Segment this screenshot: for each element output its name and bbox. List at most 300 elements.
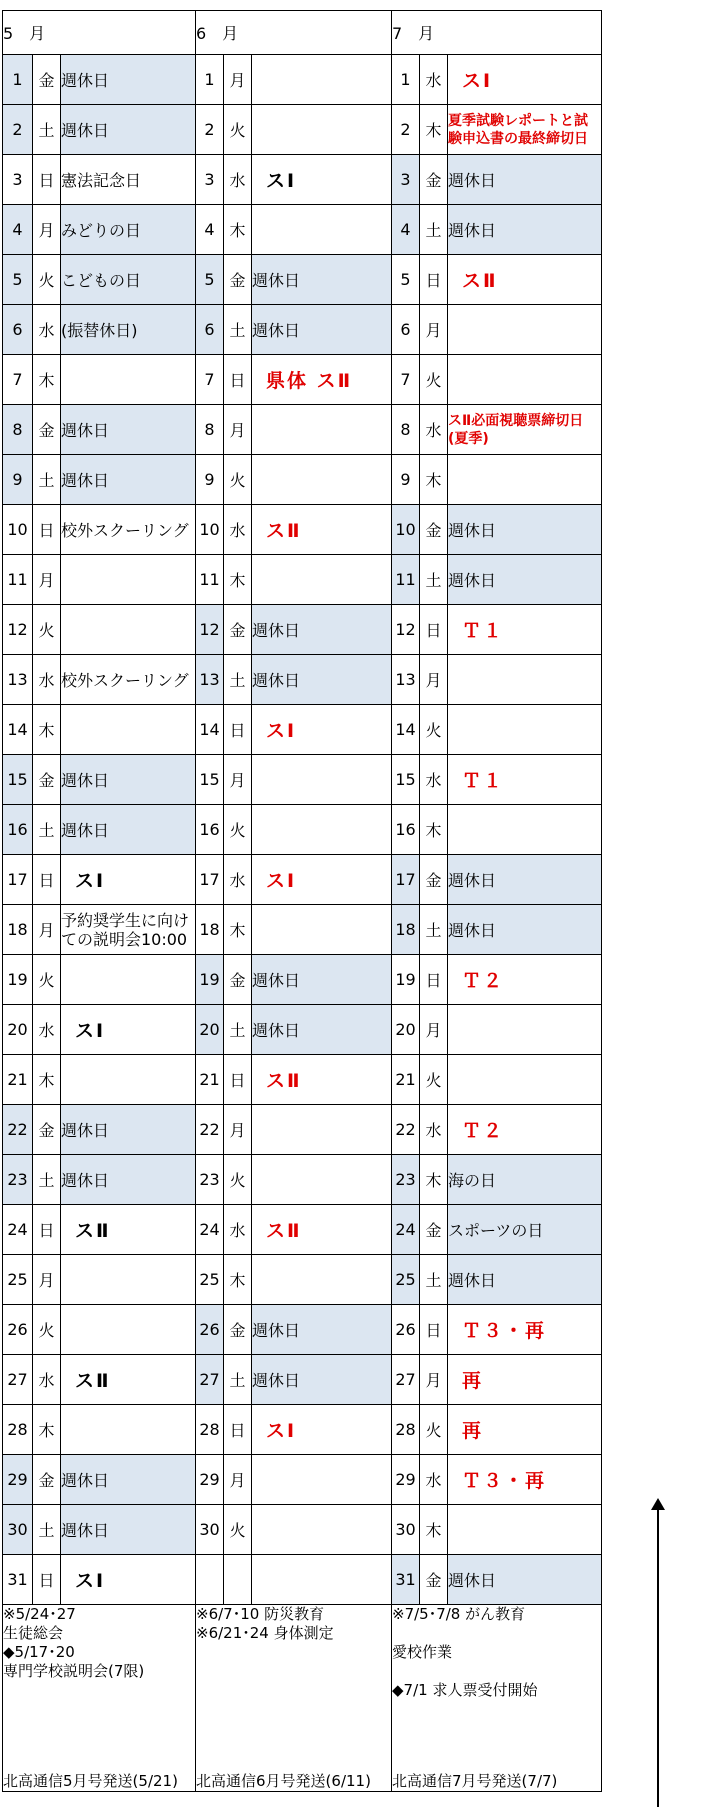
day-number: 6: [196, 305, 224, 355]
event-text: 海の日: [448, 1171, 497, 1190]
day-number: 10: [392, 505, 420, 555]
weekday: 土: [33, 1155, 61, 1205]
day-number: 13: [196, 655, 224, 705]
weekday: 火: [224, 805, 252, 855]
day-number: 23: [392, 1155, 420, 1205]
event-cell: [61, 605, 196, 655]
day-number: 27: [3, 1355, 33, 1405]
weekday: 木: [224, 205, 252, 255]
day-number: 25: [3, 1255, 33, 1305]
event-cell: [252, 355, 392, 405]
day-number: 2: [3, 105, 33, 155]
day-number: 26: [3, 1305, 33, 1355]
day-row: [3, 355, 602, 405]
event-text: スⅠ: [266, 870, 297, 892]
weekday: 月: [224, 55, 252, 105]
event-cell: [61, 1355, 196, 1405]
event-cell: [252, 1455, 392, 1505]
event-text: 週休日: [252, 971, 301, 990]
day-number: 17: [196, 855, 224, 905]
note-line: [196, 1662, 391, 1681]
event-cell: [252, 705, 392, 755]
weekday: 日: [224, 355, 252, 405]
day-number: 19: [196, 955, 224, 1005]
event-text: 週休日: [448, 221, 497, 240]
event-cell: [448, 1205, 602, 1255]
event-text: 週休日: [448, 921, 497, 940]
note-line: [3, 1681, 195, 1700]
event-cell: [252, 805, 392, 855]
event-cell: [448, 205, 602, 255]
event-text: スⅡ: [75, 1220, 111, 1242]
weekday: 日: [33, 855, 61, 905]
event-cell: [61, 1005, 196, 1055]
weekday: 火: [33, 255, 61, 305]
event-cell: [61, 1405, 196, 1455]
weekday: 金: [420, 1205, 448, 1255]
day-number: 4: [196, 205, 224, 255]
event-cell: [448, 1405, 602, 1455]
event-text: 県体 スⅡ: [266, 370, 353, 392]
weekday: 金: [224, 255, 252, 305]
event-cell: [61, 255, 196, 305]
weekday: 火: [33, 1305, 61, 1355]
weekday: 木: [420, 1155, 448, 1205]
day-number: 23: [3, 1155, 33, 1205]
event-cell: [252, 755, 392, 805]
event-cell: [61, 505, 196, 555]
day-row: [3, 305, 602, 355]
weekday: 日: [224, 1405, 252, 1455]
day-number: 26: [196, 1305, 224, 1355]
day-number: 4: [392, 205, 420, 255]
weekday: 水: [420, 1455, 448, 1505]
day-number: 17: [392, 855, 420, 905]
weekday: 火: [420, 1055, 448, 1105]
day-number: 14: [3, 705, 33, 755]
event-text: 週休日: [448, 871, 497, 890]
event-cell: [252, 1305, 392, 1355]
weekday: 土: [224, 655, 252, 705]
day-number: 28: [3, 1405, 33, 1455]
event-cell: [61, 1255, 196, 1305]
event-cell: [61, 1155, 196, 1205]
event-cell: [448, 455, 602, 505]
day-number: 13: [3, 655, 33, 705]
event-cell: [252, 205, 392, 255]
day-row: [3, 1405, 602, 1455]
event-cell: [61, 1055, 196, 1105]
notes-row: [3, 1605, 602, 1792]
weekday: 火: [33, 955, 61, 1005]
event-cell: [448, 105, 602, 155]
weekday: 火: [420, 1405, 448, 1455]
event-cell: [252, 905, 392, 955]
event-cell: [61, 805, 196, 855]
event-cell: [252, 405, 392, 455]
event-cell: [252, 1355, 392, 1405]
note-line: 愛校作業: [392, 1643, 453, 1661]
arrow-up-icon: [651, 1498, 665, 1510]
weekday: 日: [33, 1205, 61, 1255]
day-row: [3, 905, 602, 955]
day-number: 17: [3, 855, 33, 905]
day-number: 5: [3, 255, 33, 305]
event-cell: [448, 1305, 602, 1355]
event-cell: [448, 155, 602, 205]
day-number: 4: [3, 205, 33, 255]
weekday: 金: [33, 405, 61, 455]
day-row: [3, 405, 602, 455]
note-line: ※7/5･7/8 がん教育: [392, 1605, 526, 1623]
weekday: 水: [420, 55, 448, 105]
day-number: 12: [3, 605, 33, 655]
event-cell: [252, 1255, 392, 1305]
weekday: 木: [33, 355, 61, 405]
weekday: 火: [224, 105, 252, 155]
day-number: 6: [3, 305, 33, 355]
event-text: 週休日: [448, 571, 497, 590]
event-cell: [448, 905, 602, 955]
weekday: 金: [33, 1455, 61, 1505]
event-text: Ｔ３・再: [462, 1320, 547, 1342]
weekday: [224, 1555, 252, 1605]
day-number: 7: [392, 355, 420, 405]
event-cell: [448, 1255, 602, 1305]
weekday: 火: [224, 1155, 252, 1205]
weekday: 水: [224, 155, 252, 205]
weekday: 日: [420, 955, 448, 1005]
note-line: [392, 1662, 601, 1681]
day-number: 13: [392, 655, 420, 705]
day-row: [3, 55, 602, 105]
day-number: 31: [3, 1555, 33, 1605]
weekday: 火: [224, 1505, 252, 1555]
weekday: 日: [420, 605, 448, 655]
day-number: 22: [3, 1105, 33, 1155]
event-cell: [61, 855, 196, 905]
weekday: 日: [420, 255, 448, 305]
weekday: 日: [224, 1055, 252, 1105]
day-number: 22: [392, 1105, 420, 1155]
event-cell: [61, 355, 196, 405]
day-number: 30: [3, 1505, 33, 1555]
weekday: 金: [420, 505, 448, 555]
note-line: [392, 1624, 601, 1643]
weekday: 土: [420, 555, 448, 605]
day-row: [3, 805, 602, 855]
event-cell: [252, 505, 392, 555]
day-number: 29: [196, 1455, 224, 1505]
day-number: 18: [3, 905, 33, 955]
day-row: [3, 1355, 602, 1405]
weekday: 金: [420, 1555, 448, 1605]
event-cell: [448, 855, 602, 905]
event-text: スポーツの日: [448, 1221, 544, 1240]
event-text: スⅠ: [462, 70, 493, 92]
day-number: 2: [196, 105, 224, 155]
day-number: 23: [196, 1155, 224, 1205]
event-text: 再: [462, 1370, 484, 1392]
event-cell: [252, 55, 392, 105]
day-row: [3, 655, 602, 705]
event-cell: [448, 805, 602, 855]
event-text: 週休日: [61, 771, 110, 790]
note-line: ※6/7･10 防災教育: [196, 1605, 325, 1623]
day-number: 31: [392, 1555, 420, 1605]
day-number: 3: [196, 155, 224, 205]
event-text: 週休日: [61, 121, 110, 140]
weekday: 日: [420, 1305, 448, 1355]
note-line: ◆5/17･20: [3, 1643, 75, 1661]
event-cell: [61, 655, 196, 705]
day-number: 15: [392, 755, 420, 805]
weekday: 金: [33, 1105, 61, 1155]
note-line: ※6/21･24 身体測定: [196, 1624, 334, 1642]
weekday: 月: [420, 1355, 448, 1405]
weekday: 木: [420, 1505, 448, 1555]
weekday: 木: [224, 1255, 252, 1305]
weekday: 土: [224, 1355, 252, 1405]
event-cell: [252, 855, 392, 905]
note-line: ※5/24･27: [3, 1605, 76, 1623]
event-cell: [448, 1005, 602, 1055]
day-number: 29: [3, 1455, 33, 1505]
day-row: [3, 505, 602, 555]
day-row: [3, 455, 602, 505]
day-row: [3, 155, 602, 205]
day-row: [3, 755, 602, 805]
day-number: 12: [392, 605, 420, 655]
event-text: 週休日: [252, 271, 301, 290]
day-number: 27: [392, 1355, 420, 1405]
day-number: 3: [3, 155, 33, 205]
event-text: 週休日: [61, 421, 110, 440]
event-cell: [61, 205, 196, 255]
weekday: 月: [224, 755, 252, 805]
event-text: 週休日: [61, 1471, 110, 1490]
day-row: [3, 1155, 602, 1205]
day-number: 29: [392, 1455, 420, 1505]
day-row: [3, 205, 602, 255]
weekday: 月: [33, 1255, 61, 1305]
event-cell: [448, 405, 602, 455]
day-number: 18: [196, 905, 224, 955]
weekday: 金: [420, 155, 448, 205]
weekday: 火: [420, 355, 448, 405]
event-text: スⅠ: [75, 1570, 106, 1592]
event-text: 週休日: [252, 1321, 301, 1340]
weekday: 月: [224, 405, 252, 455]
event-text: 週休日: [252, 321, 301, 340]
day-number: 22: [196, 1105, 224, 1155]
weekday: 月: [420, 305, 448, 355]
event-text: 校外スクーリング: [61, 521, 189, 540]
month-header: 7 月: [392, 11, 602, 55]
weekday: 土: [420, 1255, 448, 1305]
day-number: 11: [392, 555, 420, 605]
event-text: 憲法記念日: [61, 171, 142, 190]
event-text: Ｔ３・再: [462, 1470, 547, 1492]
event-cell: [61, 1555, 196, 1605]
day-number: 24: [392, 1205, 420, 1255]
weekday: 火: [33, 605, 61, 655]
note-line: [196, 1681, 391, 1700]
day-number: 7: [196, 355, 224, 405]
event-cell: [252, 1005, 392, 1055]
day-row: [3, 1105, 602, 1155]
month-notes: [196, 1605, 392, 1792]
event-text: 週休日: [252, 671, 301, 690]
day-number: 21: [3, 1055, 33, 1105]
day-number: 20: [3, 1005, 33, 1055]
event-cell: [448, 1355, 602, 1405]
event-cell: [61, 1505, 196, 1555]
weekday: 木: [33, 1405, 61, 1455]
event-text: スⅡ: [266, 1070, 302, 1092]
day-number: 6: [392, 305, 420, 355]
weekday: 日: [224, 705, 252, 755]
event-cell: [448, 655, 602, 705]
day-number: 11: [3, 555, 33, 605]
day-number: 25: [392, 1255, 420, 1305]
event-cell: [61, 1205, 196, 1255]
event-cell: [448, 1555, 602, 1605]
day-row: [3, 1205, 602, 1255]
event-cell: [252, 1505, 392, 1555]
event-text: 週休日: [61, 1521, 110, 1540]
day-number: 30: [392, 1505, 420, 1555]
day-number: 14: [392, 705, 420, 755]
event-cell: [448, 555, 602, 605]
day-row: [3, 1055, 602, 1105]
event-text: 週休日: [448, 171, 497, 190]
event-text: スⅡ: [75, 1370, 111, 1392]
note-line: [196, 1700, 391, 1719]
newsletter-note: 北高通信6月号発送(6/11): [196, 1772, 371, 1790]
day-number: 8: [3, 405, 33, 455]
day-row: [3, 1455, 602, 1505]
event-cell: [252, 555, 392, 605]
day-number: 15: [3, 755, 33, 805]
weekday: 木: [420, 455, 448, 505]
event-text: (振替休日): [61, 321, 138, 340]
event-cell: [448, 1455, 602, 1505]
day-number: 3: [392, 155, 420, 205]
event-cell: [252, 1155, 392, 1205]
day-number: 24: [3, 1205, 33, 1255]
event-cell: [61, 1455, 196, 1505]
day-row: [3, 1255, 602, 1305]
day-number: 16: [3, 805, 33, 855]
weekday: 水: [420, 405, 448, 455]
note-line: ◆7/1 求人票受付開始: [392, 1681, 538, 1699]
day-number: 9: [196, 455, 224, 505]
month-notes: [3, 1605, 196, 1792]
day-number: [196, 1555, 224, 1605]
event-text: スⅡ: [266, 1220, 302, 1242]
weekday: 月: [33, 205, 61, 255]
day-number: 12: [196, 605, 224, 655]
event-cell: [252, 1555, 392, 1605]
weekday: 水: [420, 1105, 448, 1155]
day-number: 25: [196, 1255, 224, 1305]
month-header: 5 月: [3, 11, 196, 55]
weekday: 日: [33, 155, 61, 205]
weekday: 土: [33, 455, 61, 505]
event-cell: [448, 1505, 602, 1555]
note-line: [196, 1643, 391, 1662]
event-cell: [448, 955, 602, 1005]
event-cell: [61, 455, 196, 505]
day-row: [3, 955, 602, 1005]
weekday: 月: [33, 905, 61, 955]
note-line: 生徒総会: [3, 1624, 64, 1642]
month-header: 6 月: [196, 11, 392, 55]
event-text: 週休日: [61, 471, 110, 490]
day-number: 20: [392, 1005, 420, 1055]
event-text: こどもの日: [61, 271, 142, 290]
day-number: 11: [196, 555, 224, 605]
note-line: [3, 1700, 195, 1719]
event-text: 週休日: [61, 821, 110, 840]
weekday: 月: [33, 555, 61, 605]
day-row: [3, 1005, 602, 1055]
weekday: 月: [224, 1455, 252, 1505]
weekday: 火: [420, 705, 448, 755]
weekday: 土: [224, 1005, 252, 1055]
event-cell: [61, 905, 196, 955]
day-number: 26: [392, 1305, 420, 1355]
event-cell: [61, 155, 196, 205]
arrow-line: [657, 1507, 659, 1807]
day-row: [3, 1555, 602, 1605]
event-text: スⅠ: [75, 870, 106, 892]
day-number: 5: [392, 255, 420, 305]
note-line: 専門学校説明会(7限): [3, 1662, 145, 1680]
event-cell: [252, 1205, 392, 1255]
day-number: 20: [196, 1005, 224, 1055]
weekday: 水: [224, 1205, 252, 1255]
weekday: 土: [224, 305, 252, 355]
event-text: スⅡ: [266, 520, 302, 542]
weekday: 木: [420, 105, 448, 155]
event-cell: [61, 305, 196, 355]
day-number: 19: [3, 955, 33, 1005]
event-text: Ｔ２: [462, 970, 505, 992]
event-cell: [448, 1055, 602, 1105]
event-text: スⅠ: [266, 720, 297, 742]
event-text: スⅠ: [266, 170, 297, 192]
weekday: 日: [33, 505, 61, 555]
day-number: 9: [392, 455, 420, 505]
newsletter-note: 北高通信7月号発送(7/7): [392, 1772, 558, 1790]
weekday: 土: [420, 905, 448, 955]
day-number: 21: [196, 1055, 224, 1105]
weekday: 木: [33, 705, 61, 755]
event-cell: [61, 1305, 196, 1355]
event-text: 週休日: [252, 1371, 301, 1390]
day-row: [3, 255, 602, 305]
day-number: 8: [392, 405, 420, 455]
weekday: 金: [224, 955, 252, 1005]
event-text: スⅡ必面視聴票締切日(夏季): [448, 412, 584, 447]
event-cell: [61, 1105, 196, 1155]
month-header-row: [3, 11, 602, 55]
event-cell: [448, 355, 602, 405]
day-number: 30: [196, 1505, 224, 1555]
weekday: 木: [224, 905, 252, 955]
